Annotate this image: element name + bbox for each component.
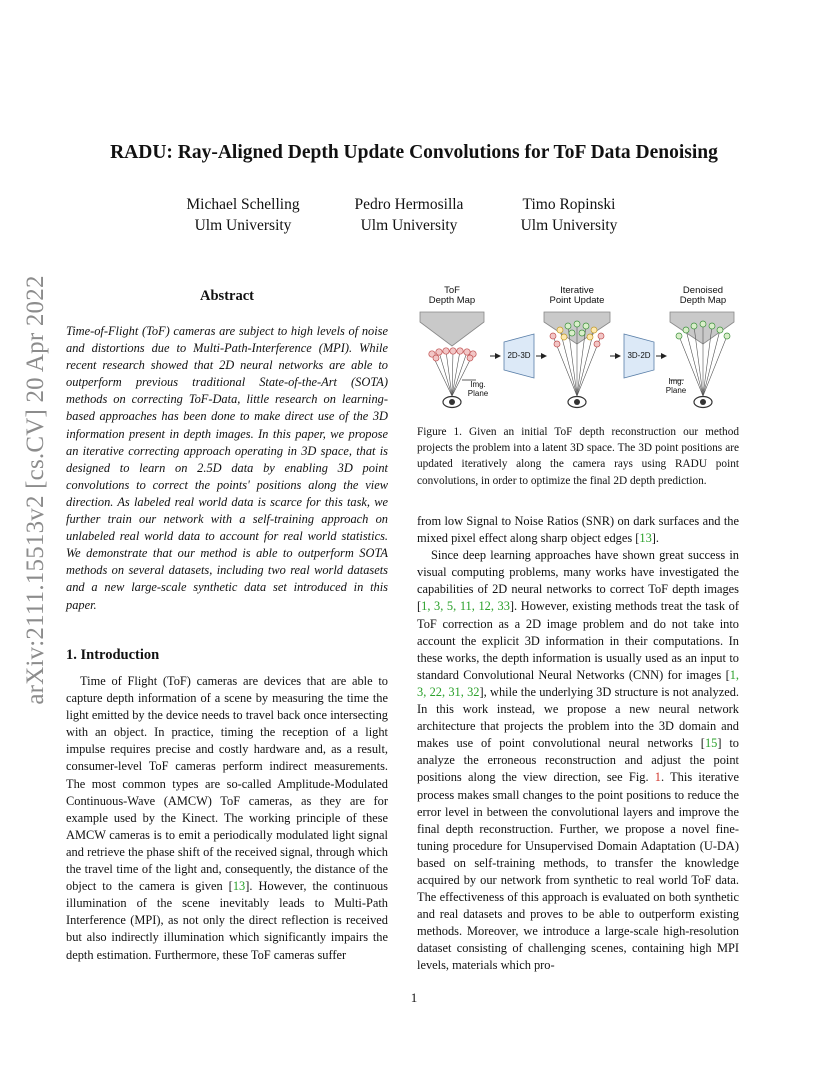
figure-1-caption: Figure 1. Given an initial ToF depth reconstruction our method projects the problem into a latent 3D space. The 3D point positions are updated iteratively along the camera rays using RADU point convolutions, in order to optimize the final 2D depth prediction. xyxy=(417,426,739,487)
label-iterative xyxy=(540,286,614,306)
depth-surface-shape xyxy=(420,312,484,346)
right-text-f: ] to analyze the erroneous reconstruction and adjust the point positions along the view direction, see Fig. xyxy=(417,736,739,785)
right-text-e: ], while the underlying 3D structure is not analyzed. In this work instead, we propose a new neural network architecture that projects the problem into the 3D domain and makes use of point convolutional neural networks [ xyxy=(417,684,739,751)
right-paragraph-2 xyxy=(417,547,739,974)
right-text-a: from low Signal to Noise Ratios (SNR) on dark surfaces and the mixed pixel effect along sharp object edges [ xyxy=(417,514,739,546)
label-denoised xyxy=(668,286,738,306)
author-affiliation: Ulm University xyxy=(360,217,458,234)
author-name: Pedro Hermosilla xyxy=(354,196,464,213)
page-number: 1 xyxy=(410,990,418,1005)
right-text-c: Since deep learning approaches have shown great success in visual computing problems, many works have investigated the capabilities of 2D neural networks to correct ToF depth images [ xyxy=(417,548,739,614)
img-plane-1-a: Img. xyxy=(470,380,486,389)
img-plane-label-1 xyxy=(464,381,492,398)
right-text-g: . This iterative process makes small changes to the point positions to reduce the error level in between the convolutional layers and improve the final depth reconstruction. Further, we propose a novel fine-tuning procedure for Unsupervised Domain Adaptation (U-DA) based on self-training methods, to transfer the knowledge acquired by our network from synthetic to real world ToF data. The effectiveness of this approach is evaluated on both synthetic and real datasets and proves to be able to outperform existing methods. Moreover, we introduce a large-scale high-resolution dataset consisting of challenging scenes, containing high MPI levels, materials which pro- xyxy=(417,770,739,973)
citation-link[interactable]: 13 xyxy=(639,531,652,546)
eye-icon-1 xyxy=(443,397,461,408)
section-heading-introduction: 1. Introduction xyxy=(66,647,160,663)
author-name: Timo Ropinski xyxy=(522,196,616,213)
author-name: Michael Schelling xyxy=(186,196,300,213)
camera-rays-2 xyxy=(553,324,601,396)
citation-link[interactable]: 1, 3, 22, 31, 32 xyxy=(417,667,739,699)
intro-text-b: ]. However, the continuous illumination of the scene inevitably leads to Multi-Path Interference (MPI), as not only the direct reflection is received but also indirectly illumination which significantly impairs the depth estimation. Furthermore, these ToF cameras suffer xyxy=(66,879,388,962)
eye-icon-3 xyxy=(694,397,712,408)
noisy-points xyxy=(429,348,476,361)
abstract-heading: Abstract xyxy=(200,288,254,304)
label-iter-title: Iterative xyxy=(560,285,594,296)
box-3d-2d-label: 3D-2D xyxy=(627,351,651,360)
right-text-b: ]. xyxy=(651,531,660,546)
right-paragraph-1 xyxy=(417,513,739,547)
label-tof xyxy=(420,286,484,306)
right-text-d: ]. However, existing methods treat the task of ToF correction as a 2D image problem and do not take into account the explicit 3D information in their computations. In these works, the depth information is usually used as an input to standard Convolutional Neural Networks (CNN) for images [ xyxy=(417,599,739,682)
arxiv-identifier xyxy=(18,275,54,705)
figure-1 xyxy=(412,284,742,414)
author-2 xyxy=(336,194,482,236)
label-tof-sub: Depth Map xyxy=(428,295,476,306)
citation-link[interactable]: 1, 3, 5, 11, 12, 33 xyxy=(421,599,510,614)
img-plane-1-b: Plane xyxy=(467,388,489,398)
author-3 xyxy=(496,194,642,236)
abstract-body xyxy=(66,323,388,614)
abstract-text: Time-of-Flight (ToF) cameras are subject to high levels of noise and distortions due to Multi-Path-Interference (MPI). While recent research showed that 2D neural networks are able to outperform previous traditional State-of-the-Art (SOTA) methods on correcting ToF-Data, little research on learning-based approaches has been done to make direct use of the 3D information present in depth images. In this paper, we propose an iterative correcting approach operating in 3D space, that is designed to learn on 2.5D data by enabling 3D point convolutions to correct the points' positions along the view direction. As labeled real world data is scarce for this task, we further train our network with a self-training approach on unlabeled real world data to account for real world statistics. We demonstrate that our method is able to outperform SOTA methods on several datasets, including two real world datasets and a new large-scale synthetic data set introduced in this paper. xyxy=(66,324,388,612)
label-tof-title: ToF xyxy=(444,285,460,296)
eye-icon-2 xyxy=(568,397,586,408)
author-1 xyxy=(170,194,316,236)
label-iter-sub: Point Update xyxy=(549,295,605,306)
img-plane-label-2 xyxy=(662,378,690,395)
box-2d-3d-label: 2D-3D xyxy=(507,351,531,360)
intro-text-a: Time of Flight (ToF) cameras are devices that are able to capture depth information of a scene by measuring the time the light emitted by the device needs to travel back once intersecting with an object. In practice, timing the reception of a light impulse requires precise and costly hardware and, as a result, consumer-level ToF cameras perform indirect measurements. The most common types are so-called Amplitude-Modulated Continuous-Wave (AMCW) ToF cameras, as they are for example used by the Kinect. The working principle of these AMCW cameras is to emit a periodically modulated light signal and retrieve the phase shift of the received signal, through which the travel time of the light and, consequently, the distance of the object to the camera is given [ xyxy=(66,674,388,894)
author-affiliation: Ulm University xyxy=(520,217,618,234)
arxiv-identifier-text: arXiv:2111.15513v2 [cs.CV] 20 Apr 2022 xyxy=(22,275,49,705)
paper-title: RADU: Ray-Aligned Depth Update Convolutions for ToF Data Denoising xyxy=(110,142,718,163)
label-den-sub: Depth Map xyxy=(679,295,727,306)
intro-body xyxy=(66,673,388,964)
img-plane-2-a: Img. xyxy=(668,377,684,386)
img-plane-2-b: Plane xyxy=(665,385,687,395)
citation-link[interactable]: 15 xyxy=(704,736,718,751)
figure-ref-link[interactable]: 1 xyxy=(654,770,661,785)
right-column-body xyxy=(417,513,739,975)
label-den-title: Denoised xyxy=(682,285,724,296)
author-affiliation: Ulm University xyxy=(194,217,292,234)
citation-link[interactable]: 13 xyxy=(232,879,246,894)
intro-paragraph xyxy=(66,673,388,964)
